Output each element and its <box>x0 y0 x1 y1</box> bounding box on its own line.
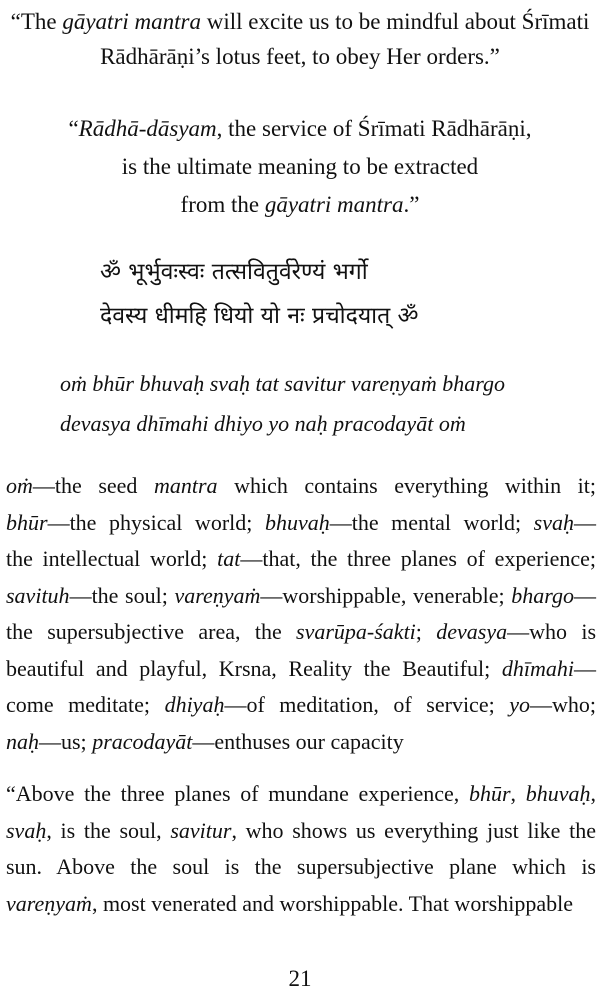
text-run: —who is <box>507 619 596 644</box>
text-run: —the soul; <box>69 582 175 608</box>
text-line <box>6 687 596 724</box>
text-line <box>6 724 596 761</box>
text-run: —the mental world; <box>329 509 534 535</box>
text-run: from the <box>180 192 265 217</box>
italic-term: savitur <box>170 817 232 843</box>
text-line <box>6 4 594 39</box>
word-glossary <box>6 468 596 760</box>
italic-term: vareṇyaṁ <box>6 890 92 916</box>
text-run: is the ultimate meaning to be extracted <box>121 154 479 179</box>
text-run: Rādhārāṇi’s lotus feet, to obey Her orders.” <box>100 44 500 69</box>
text-line <box>6 651 596 688</box>
text-line <box>6 505 596 542</box>
italic-term: svaḥ <box>533 509 574 535</box>
italic-term: savituh <box>6 582 70 608</box>
text-run: oṁ bhūr bhuvaḥ svaḥ tat savitur vareṇyaṁ bhargo <box>60 371 506 396</box>
italic-term: oṁ <box>6 473 33 498</box>
text-run: come meditate; <box>6 692 165 717</box>
text-run: ॐ भूर्भुवःस्वः तत्सवितुर्वरेण्यं भर्गो <box>100 259 368 285</box>
text-run: the supersubjective area, the <box>6 619 297 644</box>
italic-term: svaḥ <box>6 817 47 843</box>
italic-term: bhūr <box>468 781 511 806</box>
text-run: —of meditation, of service; <box>224 692 510 717</box>
text-line <box>6 468 596 505</box>
text-run: —the physical world; <box>47 509 265 535</box>
italic-term: pracodayāt <box>92 728 193 754</box>
commentary-paragraph <box>6 776 596 922</box>
text-line <box>6 578 596 615</box>
text-line <box>6 148 594 186</box>
text-run: , who shows us everything just like the <box>231 817 596 843</box>
verse-transliteration <box>60 364 580 444</box>
text-line <box>6 541 596 578</box>
italic-term: gāyatri mantra <box>62 9 201 34</box>
text-run: —who; <box>530 692 596 717</box>
text-run: devasya dhīmahi dhiyo yo naḥ pracodayāt oṁ <box>60 411 466 436</box>
italic-term: naḥ <box>6 728 39 754</box>
text-run: — <box>574 509 596 535</box>
text-line <box>6 614 596 651</box>
italic-term: bhūr <box>6 509 48 535</box>
text-line <box>6 813 596 850</box>
italic-term: bhuvaḥ <box>264 509 330 535</box>
text-line <box>6 186 594 224</box>
italic-term: dhīmahi <box>501 655 574 681</box>
text-line <box>60 404 580 444</box>
italic-term: gāyatri mantra <box>264 192 404 217</box>
text-line <box>6 39 594 74</box>
italic-term: Rādhā-dāsyam <box>78 116 217 141</box>
text-run: — <box>574 582 596 608</box>
text-run: —the seed <box>32 473 154 498</box>
text-line <box>100 250 560 294</box>
text-run: , is the soul, <box>46 817 171 843</box>
italic-term: tat <box>217 546 241 571</box>
text-run: —worshippable, venerable; <box>260 582 512 608</box>
text-run: — <box>574 655 596 681</box>
text-run: ; <box>415 619 437 644</box>
text-run: “The <box>10 9 63 34</box>
italic-term: vareṇyaṁ <box>174 582 261 608</box>
text-run: —us; <box>39 728 93 754</box>
text-line <box>6 886 596 923</box>
text-line <box>6 776 596 813</box>
page-number: 21 <box>288 966 312 991</box>
text-line <box>6 849 596 886</box>
italic-term: svarūpa-śakti <box>296 619 416 644</box>
italic-term: yo <box>509 692 530 717</box>
text-run: which contains everything within it; <box>217 473 596 498</box>
text-run: —that, the three planes of experience; <box>240 546 596 571</box>
text-run: —enthuses our capacity <box>192 728 404 754</box>
text-run: beautiful and playful, Krsna, Reality the Beautiful; <box>6 655 502 681</box>
italic-term: dhiyaḥ <box>164 692 225 717</box>
text-run: “Above the three planes of mundane experience, <box>6 781 469 806</box>
sanskrit-verse <box>100 250 560 338</box>
text-run: , the service of Śrīmati Rādhārāṇi, <box>216 116 532 141</box>
text-run: .” <box>403 192 420 217</box>
text-run: , <box>590 781 596 806</box>
text-run: will excite us to be mindful about Śrīmati <box>200 9 590 34</box>
text-run: “ <box>68 116 79 141</box>
text-run: , <box>510 781 526 806</box>
quote-radha-dasyam <box>6 110 594 224</box>
italic-term: bhargo <box>511 582 574 608</box>
italic-term: mantra <box>153 473 218 498</box>
text-run: , most venerated and worshippable. That worshippable <box>91 890 573 916</box>
text-run: देवस्य धीमहि धियो यो नः प्रचोदयात् ॐ <box>100 303 419 329</box>
text-line <box>100 294 560 338</box>
italic-term: bhuvaḥ <box>525 781 591 806</box>
text-run: the intellectual world; <box>6 546 218 571</box>
quote-gayatri-mindful <box>6 4 594 74</box>
text-run: sun. Above the soul is the supersubjective plane which is <box>6 854 596 879</box>
italic-term: devasya <box>436 619 508 644</box>
text-line <box>6 110 594 148</box>
text-line <box>60 364 580 404</box>
